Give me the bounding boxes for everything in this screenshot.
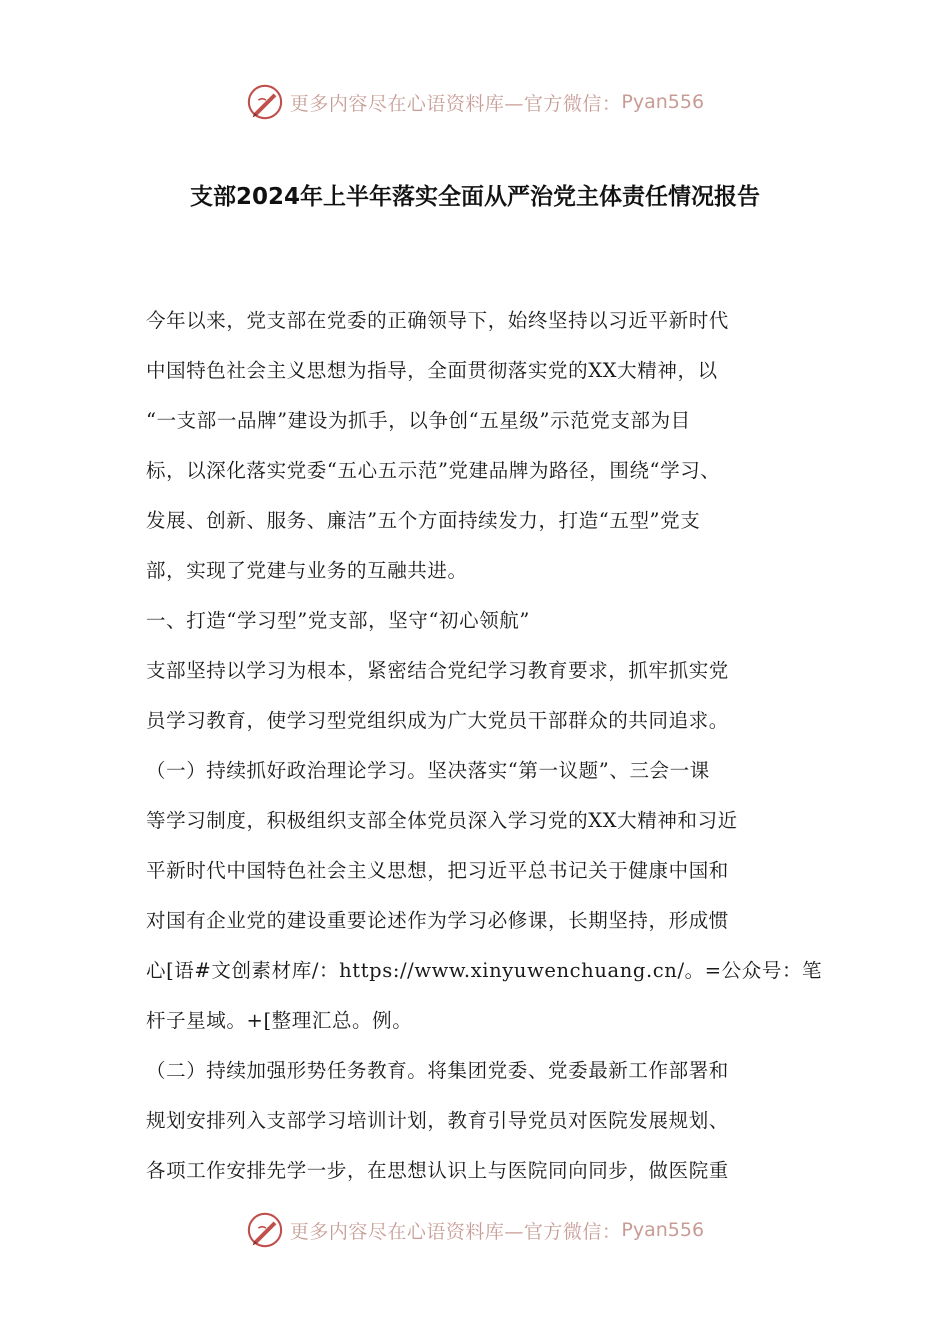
banner-text: 更多内容尽在心语资料库—官方微信： <box>289 1220 622 1243</box>
pen-logo-icon <box>246 1211 284 1249</box>
paragraph-line: 员学习教育，使学习型党组织成为广大党员干部群众的共同追求。 <box>146 709 729 732</box>
paragraph-line: 杆子星域。+[整理汇总。例。 <box>146 1009 413 1032</box>
paragraph-line: 规划安排列入支部学习培训计划，教育引导党员对医院发展规划、 <box>146 1109 729 1132</box>
paragraph-line: 对国有企业党的建设重要论述作为学习必修课，长期坚持，形成惯 <box>146 909 729 932</box>
pen-logo-icon <box>246 83 284 121</box>
paragraph-line: 发展、创新、服务、廉洁”五个方面持续发力，打造“五型”党支 <box>146 509 701 532</box>
paragraph-line: 标，以深化落实党委“五心五示范”党建品牌为路径，围绕“学习、 <box>146 459 721 482</box>
paragraph-line: 平新时代中国特色社会主义思想，把习近平总书记关于健康中国和 <box>146 859 729 882</box>
document-body <box>146 296 826 1196</box>
section-heading: 一、打造“学习型”党支部，坚守“初心领航” <box>146 609 530 632</box>
header-banner <box>0 80 950 124</box>
paragraph-line: 等学习制度，积极组织支部全体党员深入学习党的XX大精神和习近 <box>146 809 738 832</box>
paragraph-line: 今年以来，党支部在党委的正确领导下，始终坚持以习近平新时代 <box>146 309 729 332</box>
paragraph-line: （一）持续抓好政治理论学习。坚决落实“第一议题”、三会一课 <box>146 759 710 782</box>
paragraph-line: 支部坚持以学习为根本，紧密结合党纪学习教育要求，抓牢抓实党 <box>146 659 729 682</box>
paragraph-line: 部，实现了党建与业务的互融共进。 <box>146 559 468 582</box>
footer-banner <box>0 1208 950 1252</box>
paragraph-line: 中国特色社会主义思想为指导，全面贯彻落实党的XX大精神，以 <box>146 359 718 382</box>
paragraph-line: （二）持续加强形势任务教育。将集团党委、党委最新工作部署和 <box>146 1059 729 1082</box>
banner-text: 更多内容尽在心语资料库—官方微信： <box>289 92 622 115</box>
document-title: 支部2024年上半年落实全面从严治党主体责任情况报告 <box>189 184 760 210</box>
banner-wechat-id: Pyan556 <box>621 1219 705 1241</box>
banner-wechat-id: Pyan556 <box>621 91 705 113</box>
paragraph-line: “一支部一品牌”建设为抓手，以争创“五星级”示范党支部为目 <box>146 409 691 432</box>
paragraph-line: 各项工作安排先学一步，在思想认识上与医院同向同步，做医院重 <box>146 1159 729 1182</box>
paragraph-line: 心[语#文创素材库/：https://www.xinyuwenchuang.cn/。=公众号：笔 <box>146 959 823 982</box>
